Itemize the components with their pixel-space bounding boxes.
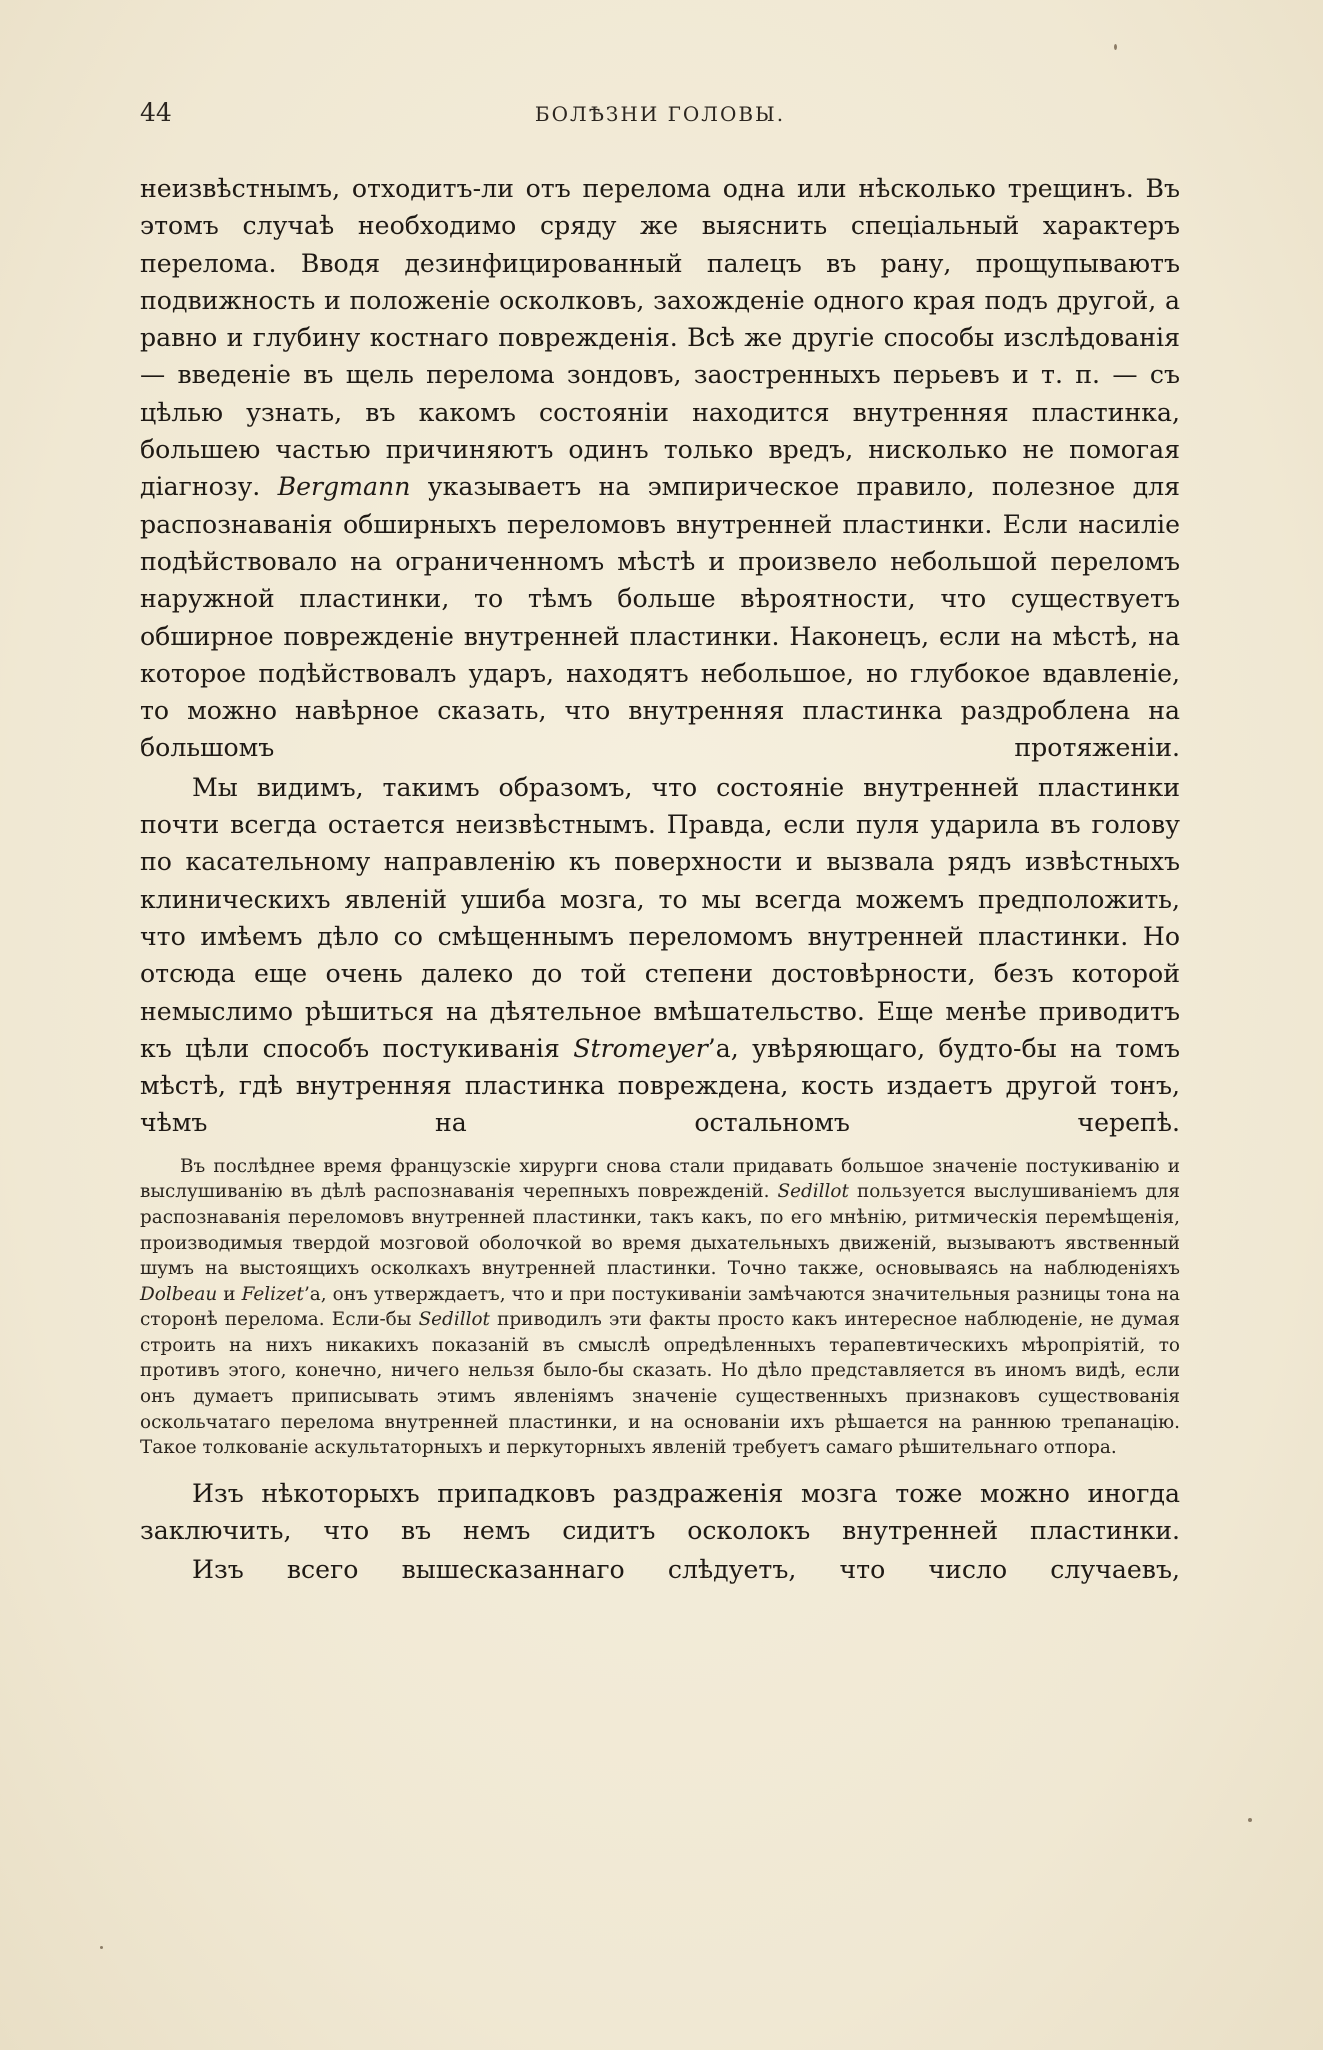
paragraph-text: неизвѣстнымъ, отходитъ-ли отъ перелома одна или нѣсколько трещинъ. Въ этомъ случаѣ необходимо сряду же выяснить спеціальный характеръ перелома. Вводя дезинфицированный палецъ въ рану, прощупываютъ подвижность и положеніе осколковъ, захожденіе одного края подъ другой, а равно и глубину костнаго поврежденія. Всѣ же другіе способы изслѣдованія — введеніе въ щель перелома зондовъ, заостренныхъ перьевъ и т. п. — съ цѣлью узнать, въ какомъ состояніи находится внутренняя пластинка, большею частью причиняютъ одинъ только вредъ, нисколько не помогая діагнозу. bbox=[140, 174, 1180, 502]
author-name-sedillot: Sedillot bbox=[777, 1181, 849, 1203]
page-header bbox=[140, 98, 1180, 132]
author-name-stromeyer: Stromeyer bbox=[573, 1033, 708, 1063]
paragraph-continuation bbox=[140, 170, 1180, 767]
paragraph-conclusion: Изъ всего вышесказаннаго слѣдуетъ, что число случаевъ, bbox=[192, 1555, 1180, 1585]
paragraph-state-of-inner-plate bbox=[140, 769, 1180, 1142]
paragraph-text: Мы видимъ, такимъ образомъ, что состояніе внутренней пластинки почти всегда остается неизвѣстнымъ. Правда, если пуля ударила въ голову по касательному направленію къ поверхности и вызвала рядъ извѣстныхъ клиническихъ явленій ушиба мозга, то мы всегда можемъ предположить, что имѣемъ дѣло со смѣщеннымъ переломомъ внутренней пластинки. Но отсюда еще очень далеко до той степени достовѣрности, безъ которой немыслимо рѣшиться на дѣятельное вмѣшательство. Еще менѣе приводитъ къ цѣли способъ постукиванія bbox=[140, 772, 1180, 1063]
page-number: 44 bbox=[140, 98, 172, 127]
author-name-sedillot: Sedillot bbox=[418, 1309, 490, 1331]
paper-speck bbox=[1248, 1818, 1252, 1822]
paper-speck bbox=[100, 1946, 103, 1949]
running-title: БОЛѢЗНИ ГОЛОВЫ. bbox=[534, 102, 786, 126]
author-name-dolbeau: Dolbeau bbox=[140, 1283, 218, 1305]
paragraph-text: ’а, увѣряющаго, будто-бы на томъ мѣстѣ, гдѣ внутренняя пластинка повреждена, кость издаетъ другой тонъ, чѣмъ на остальномъ черепѣ. bbox=[140, 1033, 1180, 1138]
paragraph-brain-irritation: Изъ нѣкоторыхъ припадковъ раздраженія мозга тоже можно иногда заключить, что въ немъ сидитъ осколокъ внутренней пластинки. bbox=[140, 1478, 1180, 1546]
body-text bbox=[140, 170, 1180, 1589]
paragraph-text: указываетъ на эмпирическое правило, полезное для распознаванія обширныхъ переломовъ внутренней пластинки. Если насиліе подѣйствовало на ограниченномъ мѣстѣ и произвело небольшой переломъ наружной пластинки, то тѣмъ больше вѣроятности, что существуетъ обширное поврежденіе внутренней пластинки. Наконецъ, если на мѣстѣ, на которое подѣйствовалъ ударъ, находятъ небольшое, но глубокое вдавленіе, то можно навѣрное сказать, что внутренняя пластинка раздроблена на большомъ протяженіи. bbox=[140, 472, 1180, 763]
paper-speck bbox=[1114, 44, 1117, 50]
author-name-bergmann: Bergmann bbox=[277, 472, 411, 502]
author-name-felizet: Felizet bbox=[241, 1283, 304, 1305]
small-print-note: Въ послѣднее время французскіе хирурги снова стали придавать большое значеніе постукиванію и выслушиванію въ дѣлѣ распознаванія черепныхъ поврежденій. Sedillot пользуется выслушиваніемъ для распознаванія переломовъ внутренней пластинки, такъ какъ, по его мнѣнію, ритмическія перемѣщенія, производимыя твердой мозговой оболочкой во время дыхательныхъ движеній, вызываютъ явственный шумъ на выстоящихъ осколкахъ внутренней пластинки. Точно также, основываясь на наблюденіяхъ Dolbeau и Felizet’а, онъ утверждаетъ, что и при постукиваніи замѣчаются значительныя разницы тона на сторонѣ перелома. Если-бы Sedillot приводилъ эти факты просто какъ интересное наблюденіе, не думая строить на нихъ никакихъ показаній въ смыслѣ опредѣленныхъ терапевтическихъ мѣропріятій, то противъ этого, конечно, ничего нельзя было-бы сказать. Но дѣло представляется въ иномъ видѣ, если онъ думаетъ приписывать этимъ явленіямъ значеніе существенныхъ признаковъ существованія оскольчатаго перелома внутренней пластинки, и на основаніи ихъ рѣшается на раннюю трепанацію. Такое толкованіе аскультаторныхъ и перкуторныхъ явленій требуетъ самаго рѣшительнаго отпора. bbox=[140, 1155, 1180, 1459]
